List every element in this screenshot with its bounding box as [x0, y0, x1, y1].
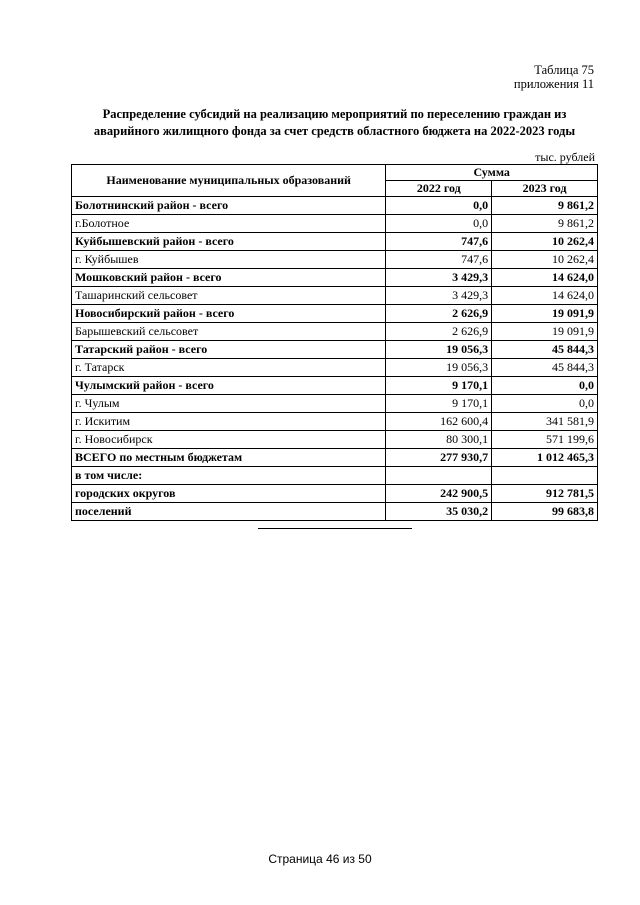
row-value-2022: 0,0	[386, 215, 492, 233]
row-value-2022: 2 626,9	[386, 323, 492, 341]
column-header-sum: Сумма	[386, 165, 598, 181]
row-value-2022: 242 900,5	[386, 485, 492, 503]
row-value-2023	[492, 467, 598, 485]
table-reference	[514, 63, 594, 91]
subsidy-table	[71, 164, 598, 521]
row-value-2023: 10 262,4	[492, 251, 598, 269]
table-number: Таблица 75	[534, 63, 594, 77]
document-title: Распределение субсидий на реализацию мероприятий по переселению граждан из аварийного жилищного фонда за счет средств областного бюджета на 2022-2023 годы	[93, 107, 576, 138]
column-header-2022: 2022 год	[386, 181, 492, 197]
table-row	[72, 485, 598, 503]
table-row	[72, 215, 598, 233]
row-value-2023: 912 781,5	[492, 485, 598, 503]
table-row	[72, 413, 598, 431]
row-value-2022: 19 056,3	[386, 341, 492, 359]
row-value-2023: 0,0	[492, 377, 598, 395]
row-name: в том числе:	[72, 467, 386, 485]
row-value-2023: 19 091,9	[492, 305, 598, 323]
table-body	[72, 197, 598, 521]
row-name: г. Новосибирск	[72, 431, 386, 449]
row-value-2023: 0,0	[492, 395, 598, 413]
row-value-2022: 747,6	[386, 233, 492, 251]
table-row	[72, 449, 598, 467]
row-value-2022: 2 626,9	[386, 305, 492, 323]
row-name: Новосибирский район - всего	[72, 305, 386, 323]
row-value-2022	[386, 467, 492, 485]
row-value-2023: 19 091,9	[492, 323, 598, 341]
row-name: г. Татарск	[72, 359, 386, 377]
table-row	[72, 431, 598, 449]
row-value-2023: 10 262,4	[492, 233, 598, 251]
row-value-2022: 19 056,3	[386, 359, 492, 377]
row-name: г.Болотное	[72, 215, 386, 233]
row-name: Куйбышевский район - всего	[72, 233, 386, 251]
row-value-2022: 162 600,4	[386, 413, 492, 431]
row-value-2022: 9 170,1	[386, 377, 492, 395]
table-header-row	[72, 165, 598, 181]
page-number: Страница 46 из 50	[268, 852, 372, 866]
row-name: Мошковский район - всего	[72, 269, 386, 287]
row-value-2023: 45 844,3	[492, 359, 598, 377]
row-value-2023: 9 861,2	[492, 197, 598, 215]
table-row	[72, 341, 598, 359]
row-value-2022: 35 030,2	[386, 503, 492, 521]
row-value-2023: 14 624,0	[492, 269, 598, 287]
row-value-2022: 0,0	[386, 197, 492, 215]
row-value-2023: 45 844,3	[492, 341, 598, 359]
table-row	[72, 233, 598, 251]
row-name: Барышевский сельсовет	[72, 323, 386, 341]
row-value-2023: 341 581,9	[492, 413, 598, 431]
appendix-label: приложения 11	[513, 77, 594, 91]
row-name: г. Куйбышев	[72, 251, 386, 269]
units-label: тыс. рублей	[535, 150, 595, 164]
table-row	[72, 395, 598, 413]
row-name: поселений	[72, 503, 386, 521]
row-value-2023: 14 624,0	[492, 287, 598, 305]
table-row	[72, 269, 598, 287]
table-row	[72, 503, 598, 521]
row-value-2022: 9 170,1	[386, 395, 492, 413]
table-row	[72, 323, 598, 341]
table-row	[72, 251, 598, 269]
row-name: г. Чулым	[72, 395, 386, 413]
table-row	[72, 197, 598, 215]
row-name: Чулымский район - всего	[72, 377, 386, 395]
row-value-2023: 571 199,6	[492, 431, 598, 449]
row-name: Болотнинский район - всего	[72, 197, 386, 215]
column-header-name: Наименование муниципальных образований	[72, 165, 386, 197]
row-name: ВСЕГО по местным бюджетам	[72, 449, 386, 467]
row-value-2023: 9 861,2	[492, 215, 598, 233]
row-name: г. Искитим	[72, 413, 386, 431]
end-divider	[258, 528, 412, 529]
table-row	[72, 305, 598, 323]
table-row	[72, 467, 598, 485]
row-value-2022: 80 300,1	[386, 431, 492, 449]
table-row	[72, 287, 598, 305]
table-row	[72, 359, 598, 377]
row-name: городских округов	[72, 485, 386, 503]
row-value-2022: 747,6	[386, 251, 492, 269]
row-value-2022: 3 429,3	[386, 269, 492, 287]
column-header-2023: 2023 год	[492, 181, 598, 197]
row-name: Ташаринский сельсовет	[72, 287, 386, 305]
row-value-2023: 1 012 465,3	[492, 449, 598, 467]
row-value-2023: 99 683,8	[492, 503, 598, 521]
row-value-2022: 3 429,3	[386, 287, 492, 305]
row-value-2022: 277 930,7	[386, 449, 492, 467]
table-row	[72, 377, 598, 395]
row-name: Татарский район - всего	[72, 341, 386, 359]
